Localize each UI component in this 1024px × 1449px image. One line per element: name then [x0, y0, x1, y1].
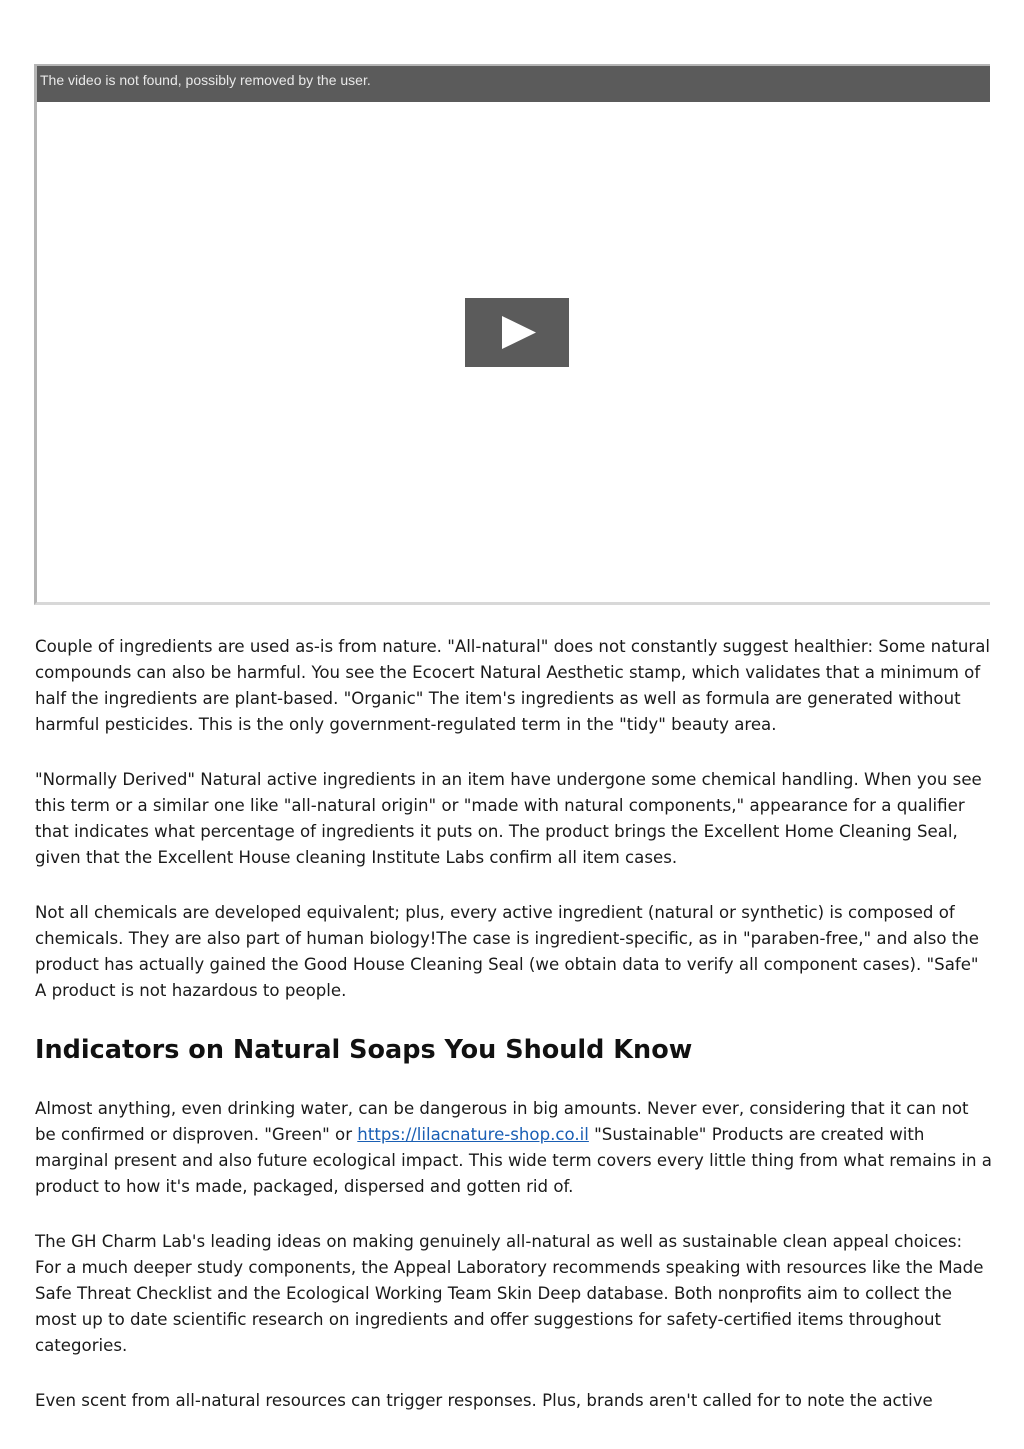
paragraph: "Normally Derived" Natural active ingredients in an item have undergone some chemical handling. When you see this term or a similar one like "all-natural origin" or "made with natural components," appearance for a qualifier that indicates what percentage of ingredients it puts on. The product brings the Excellent Home Cleaning Seal, given that the Excellent House cleaning Institute Labs confirm all item cases.: [35, 770, 982, 867]
video-embed[interactable]: [34, 64, 990, 605]
paragraph-text: Almost anything, even drinking water, can be dangerous in big amounts. Never ever, considering that it can not be confirmed or disproven. "Green" or: [35, 1099, 969, 1144]
shop-link[interactable]: https://lilacnature-shop.co.il: [357, 1125, 589, 1144]
play-icon: [465, 298, 569, 367]
paragraph: Not all chemicals are developed equivalent; plus, every active ingredient (natural or synthetic) is composed of chemicals. They are also part of human biology!The case is ingredient-specific, as in "paraben-free," and also the product has actually gained the Good House Cleaning Seal (we obtain data to verify all component cases). "Safe" A product is not hazardous to people.: [35, 903, 979, 1000]
article-body: [35, 634, 993, 1443]
paragraph: Couple of ingredients are used as-is from nature. "All-natural" does not constantly suggest healthier: Some natural compounds can also be harmful. You see the Ecocert Natural Aesthetic stamp, which validates that a minimum of half the ingredients are plant-based. "Organic" The item's ingredients as well as formula are generated without harmful pesticides. This is the only government-regulated term in the "tidy" beauty area.: [35, 637, 990, 734]
play-button[interactable]: [465, 298, 569, 367]
paragraph-text: "Sustainable" Products are created with marginal present and also future ecological impact. This wide term covers every little thing from what remains in a product to how it's made, packaged, dispersed and gotten rid of.: [35, 1125, 992, 1196]
video-error-message: The video is not found, possibly removed by the user.: [40, 72, 371, 88]
section-heading: Indicators on Natural Soaps You Should Know: [35, 1035, 693, 1065]
video-error-bar: [37, 66, 990, 102]
paragraph: The GH Charm Lab's leading ideas on making genuinely all-natural as well as sustainable clean appeal choices: For a much deeper study components, the Appeal Laboratory recommends speaking with resources like the Made Safe Threat Checklist and the Ecological Working Team Skin Deep database. Both nonprofits aim to collect the most up to date scientific research on ingredients and offer suggestions for safety-certified items throughout categories.: [35, 1232, 984, 1355]
paragraph: Even scent from all-natural resources can trigger responses. Plus, brands aren't called for to note the active: [35, 1391, 933, 1410]
paragraph-with-link: [35, 1096, 993, 1200]
